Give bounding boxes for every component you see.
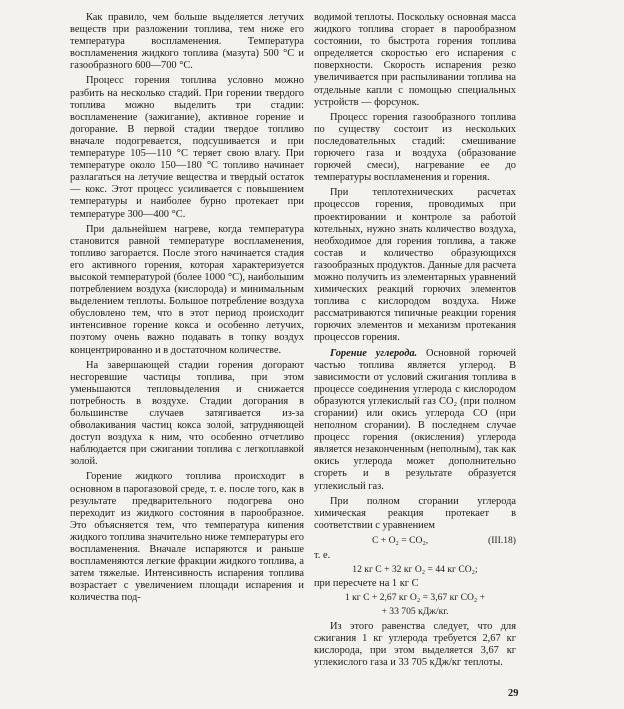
paragraph: Горение жидкого топлива происходит в основном в парогазовой среде, т. е. после того, как в результате предварительного подогрева оно переходит из жидкого состояния в парообразное. Это объясняется тем, что температура кипения жидкого топлива значительно ниже температуры его воспламенения. Вначале испаряются и раньше воспламеняются легкие фракции жидкого топлива, а затем тяжелые. Интенсивность испарения топлива возрастает с увеличением площади испарения и количества под- xyxy=(70,471,304,604)
page-number: 29 xyxy=(508,688,519,699)
text-line: т. е. xyxy=(314,550,331,562)
equation-per-kg-line2: + 33 705 кДж/кг. xyxy=(381,606,449,618)
paragraph: При полном сгорании углерода химическая реакция протекает в соответствии с уравнением xyxy=(314,495,516,531)
paragraph: Процесс горения газообразного топлива по существу состоит из нескольких последовательных стадий: смешивание горючего газа и воздуха (образование горючей смеси), нагревание ее до температуры воспламенения и горения. xyxy=(314,111,516,184)
equation-number: (III.18) xyxy=(488,534,516,546)
paragraph-text: Основной горючей частью топлива является углерод. В зависимости от условий сжигания топлива в процессе соединения углерода с кислородом образуются углекислый газ СО₂ (при полном сгорании) или окись углерода СО (при неполном сгорании). В последнем случае процесс горения (окисления) углерода является незаконченным (неполным), так как окись углерода может дополнительно сгореть и в результате образуется углекислый газ. xyxy=(314,347,516,492)
paragraph-carbon-combustion xyxy=(314,348,516,493)
right-column xyxy=(314,12,516,669)
section-heading: Горение углерода. xyxy=(330,347,418,359)
paragraph: водимой теплоты. Поскольку основная масса жидкого топлива сгорает в парообразном состоянии, то быстрота горения топлива определяется скоростью его испарения с поверхности. Скорость испарения резко увеличивается при распыливании топлива на отдельные капли с помощью специальных устройств — форсунок. xyxy=(314,12,516,108)
paragraph: Как правило, чем больше выделяется летучих веществ при разложении топлива, тем ниже его температура воспламенения. Температура воспламенения жидкого топлива (мазута) 500 °С и газообразного 600—700 °С. xyxy=(70,12,304,72)
paragraph: На завершающей стадии горения догорают несгоревшие частицы топлива, при этом уменьшаются тепловыделения и снижается потребность в воздухе. Стадии догорания в большинстве случаев затягивается из-за обволакивания частиц кокса золой, затрудняющей доступ воздуха к ним, что особенно отчетливо наблюдается при сжигании топлива с легкоплавкой золой. xyxy=(70,359,304,468)
equation-expression: С + О₂ = СО₂, xyxy=(372,534,429,546)
paragraph: При теплотехнических расчетах процессов горения, проводимых при проектировании и контроле за работой котельных, нужно знать количество воздуха, необходимое для горения топлива, а также состав и количество образующихся газообразных продуктов. Данные для расчета можно получить из элементарных уравнений химических реакций горючих элементов топлива с кислородом воздуха. Ниже рассматриваются типичные реакции горения горючих элементов и механизм протекания процессов горения. xyxy=(314,187,516,344)
equation-III-18 xyxy=(314,535,516,547)
text-line: при пересчете на 1 кг С xyxy=(314,578,419,590)
paragraph: Процесс горения топлива условно можно разбить на несколько стадий. При горении твердого топлива можно выделить три стадии: воспламенение (зажигание), активное горение и догорание. В первой стадии твердое топливо вначале подогревается, подсушивается и при температуре 105—110 °С теряет свою влагу. При температуре около 150—180 °С топливо начинает разлагаться на летучие вещества и твердый остаток — кокс. Этот процесс усиливается с повышением температуры и наиболее бурно протекает при температуре 300—400 °С. xyxy=(70,75,304,220)
equation-mass: 12 кг С + 32 кг О₂ = 44 кг СО₂; xyxy=(352,564,478,576)
left-column xyxy=(70,12,304,605)
paragraph: Из этого равенства следует, что для сжигания 1 кг углерода требуется 2,67 кг кислорода, при этом выделяется 3,67 кг углекислого газа и 33 705 кДж/кг теплоты. xyxy=(314,620,516,668)
paragraph: При дальнейшем нагреве, когда температура становится равной температуре воспламенения, топливо загорается. После этого начинается стадия его активного горения, которая характеризуется высокой температурой (более 1000 °С), наибольшим потреблением воздуха (кислорода) и минимальным выделением теплоты. Большое потребление воздуха обусловлено тем, что в этот период происходит интенсивное горение кокса и особенно летучих, поэтому очень важно подавать в топку воздух концентрированно и в достаточном количестве. xyxy=(70,223,304,356)
equation-per-kg-line1: 1 кг С + 2,67 кг О₂ = 3,67 кг СО₂ + xyxy=(344,592,486,604)
